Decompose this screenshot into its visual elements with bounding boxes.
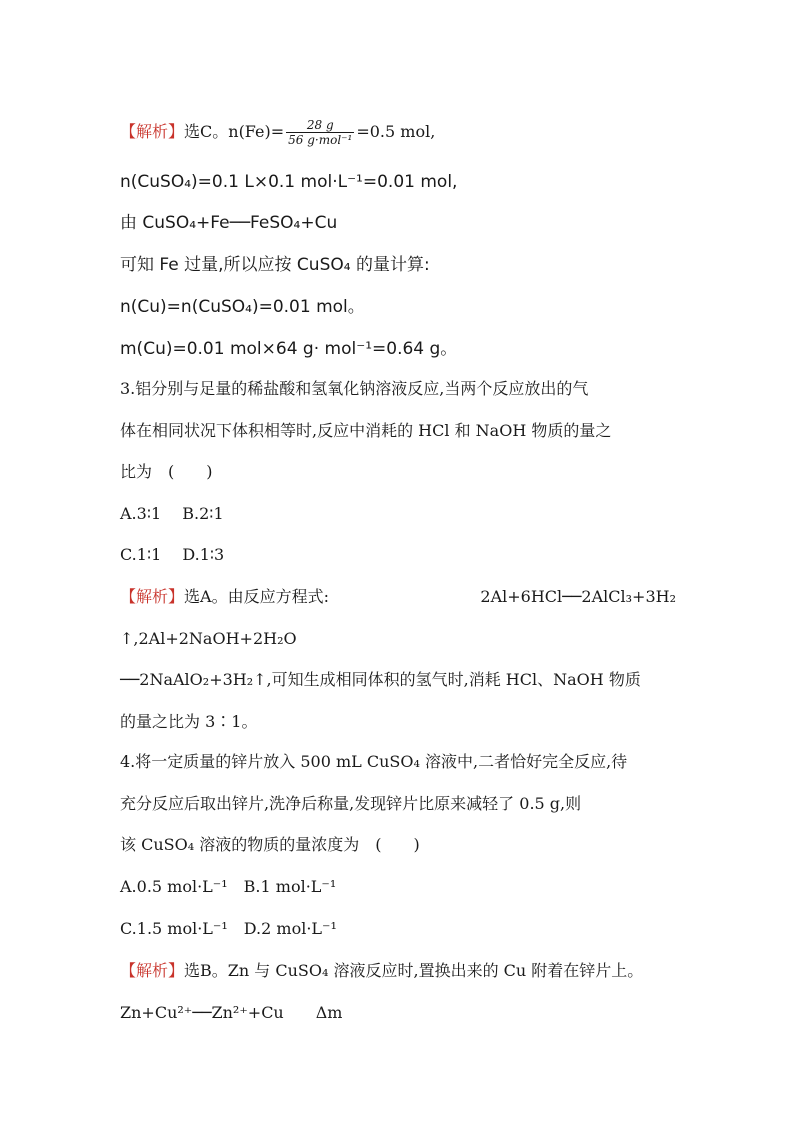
question-3-options-ab: A.3∶1 B.2∶1 (120, 504, 224, 523)
question-4-options-cd: C.1.5 mol·L⁻¹ D.2 mol·L⁻¹ (120, 919, 337, 938)
question-4-stem-line-1: 4.将一定质量的锌片放入 500 mL CuSO₄ 溶液中,二者恰好完全反应,待 (120, 752, 628, 771)
question-3-stem-line-1: 3.铝分别与足量的稀盐酸和氢氧化钠溶液反应,当两个反应放出的气 (120, 379, 589, 398)
analysis-text: 选A。由反应方程式: (184, 587, 329, 606)
question-3-stem-line-2: 体在相同状况下体积相等时,反应中消耗的 HCl 和 NaOH 物质的量之 (120, 421, 612, 440)
question-4-stem-line-3: 该 CuSO₄ 溶液的物质的量浓度为 ( ) (120, 835, 420, 854)
analysis-tag: 【解析】 (120, 587, 185, 606)
analysis-line-4: 可知 Fe 过量,所以应按 CuSO₄ 的量计算: (120, 255, 430, 275)
analysis-line-3: 由 CuSO₄+Fe──FeSO₄+Cu (120, 213, 338, 233)
question-3-analysis-line-4: 的量之比为 3∶1。 (120, 712, 258, 731)
analysis-text: 选C。n(Fe)= (184, 122, 285, 141)
equation-1: 2Al+6HCl──2AlCl₃+3H₂ (480, 587, 676, 606)
analysis-result: =0.5 mol, (356, 122, 436, 141)
analysis-line-6: m(Cu)=0.01 mol×64 g· mol⁻¹=0.64 g。 (120, 339, 458, 359)
question-3-analysis-line-2: ↑,2Al+2NaOH+2H₂O (120, 629, 297, 648)
question-4-options-ab: A.0.5 mol·L⁻¹ B.1 mol·L⁻¹ (120, 877, 337, 896)
question-3-options-cd: C.1∶1 D.1∶3 (120, 545, 225, 564)
question-3-analysis-line-3: ──2NaAlO₂+3H₂↑,可知生成相同体积的氢气时,消耗 HCl、NaOH 物质 (120, 670, 641, 689)
fraction-numerator: 28 g (306, 118, 334, 132)
analysis-line-2: n(CuSO₄)=0.1 L×0.1 mol·L⁻¹=0.01 mol, (120, 172, 458, 192)
analysis-tag: 【解析】 (120, 961, 185, 980)
analysis-line-5: n(Cu)=n(CuSO₄)=0.01 mol。 (120, 297, 365, 317)
analysis-line-1 (120, 118, 680, 147)
question-4-analysis-line-1 (120, 960, 680, 982)
fraction-denominator: 56 g·mol⁻¹ (288, 133, 353, 147)
analysis-text: 选B。Zn 与 CuSO₄ 溶液反应时,置换出来的 Cu 附着在锌片上。 (184, 961, 644, 980)
analysis-tag: 【解析】 (120, 122, 185, 141)
analysis-justified-row (120, 586, 676, 608)
question-3-analysis-line-1 (120, 586, 680, 608)
fraction (286, 118, 354, 147)
question-4-equation: Zn+Cu²⁺──Zn²⁺+Cu Δm (120, 1003, 343, 1022)
question-4-stem-line-2: 充分反应后取出锌片,洗净后称量,发现锌片比原来减轻了 0.5 g,则 (120, 794, 582, 813)
question-3-stem-line-3: 比为 ( ) (120, 462, 213, 481)
